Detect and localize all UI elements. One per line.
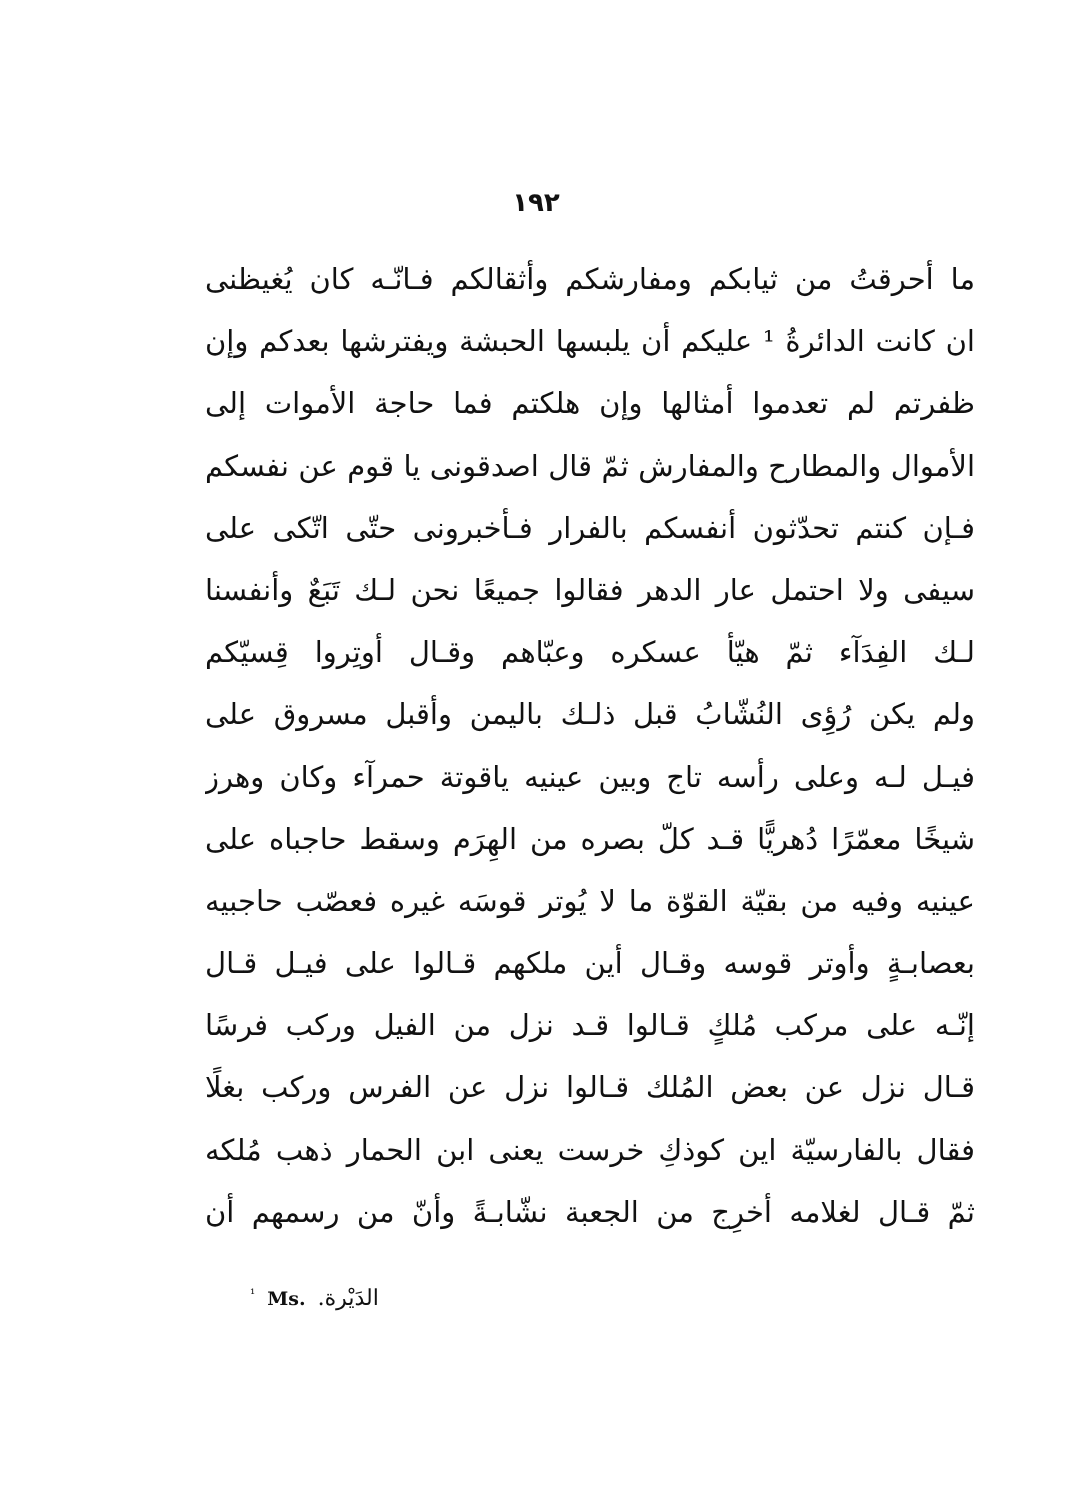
text-line: سيفى ولا احتمل عار الدهر فقالوا جميعًا نحن لـك تَبَعٌ وأنفسنا — [205, 572, 975, 607]
footnote — [250, 1286, 379, 1311]
text-line: ان كانت الدائرةُ ¹ عليكم أن يلبسها الحبشة ويفترشها بعدكم وإن — [205, 324, 975, 359]
text-line: فـإن كنتم تحدّثون أنفسكم بالفرار فـأخبرونى حتّى اتّكى على — [205, 510, 975, 545]
text-line: شيخًا معمّرًا دُهريًّا قـد كلّ بصره من الهِرَم وسقط حاجباه على — [205, 821, 975, 856]
text-line: ما أحرقتُ من ثيابكم ومفارشكم وأثقالكم فـانّـه كان يُغيظنى — [205, 262, 975, 296]
text-line: إنّـه على مركب مُلكٍ قـالوا قـد نزل من الفيل وركب فرسًا — [205, 1008, 975, 1043]
text-line: ظفرتم لم تعدموا أمثالها وإن هلكتم فما حاجة الأموات إلى — [205, 386, 975, 421]
page-number: ١٩٢ — [512, 188, 560, 218]
text-line: فيـل لـه وعلى رأسه تاج وبين عينيه ياقوتة حمرآء وكان وهرز — [205, 759, 975, 794]
footnote-text: الدَيْرة. — [317, 1286, 379, 1311]
text-line: قـال نزل عن بعض المُلك قـالوا نزل عن الفرس وركب بغلًا — [205, 1070, 975, 1105]
text-line: فقال بالفارسيّة اين كوذكِ خرست يعنى ابن الحمار ذهب مُلكه — [205, 1132, 975, 1167]
text-line: ولم يكن رُؤِى النُشّابُ قبل ذلـك باليمن وأقبل مسروق على — [205, 697, 975, 732]
text-line: بعصابـةٍ وأوتر قوسه وقـال أين ملكهم قـالوا على فيـل قـال — [205, 946, 975, 981]
text-line: لـك الفِدَآء ثمّ هيّأ عسكره وعبّاهم وقـال أوتِروا قِسيّكم — [205, 635, 975, 670]
footnote-label: Ms. — [267, 1288, 306, 1310]
body-text — [205, 248, 975, 1243]
text-line: ثمّ قـال لغلامه أخرِج من الجعبة نشّابـةً وأنّ من رسمهم أن — [205, 1194, 975, 1229]
text-line: عينيه وفيه من بقيّة القوّة ما لا يُوتر قوسَه غيره فعصّب حاجبيه — [205, 883, 975, 918]
text-line: الأموال والمطارح والمفارش ثمّ قال اصدقونى يا قوم عن نفسكم — [205, 448, 975, 483]
footnote-marker: ¹ — [250, 1286, 256, 1302]
